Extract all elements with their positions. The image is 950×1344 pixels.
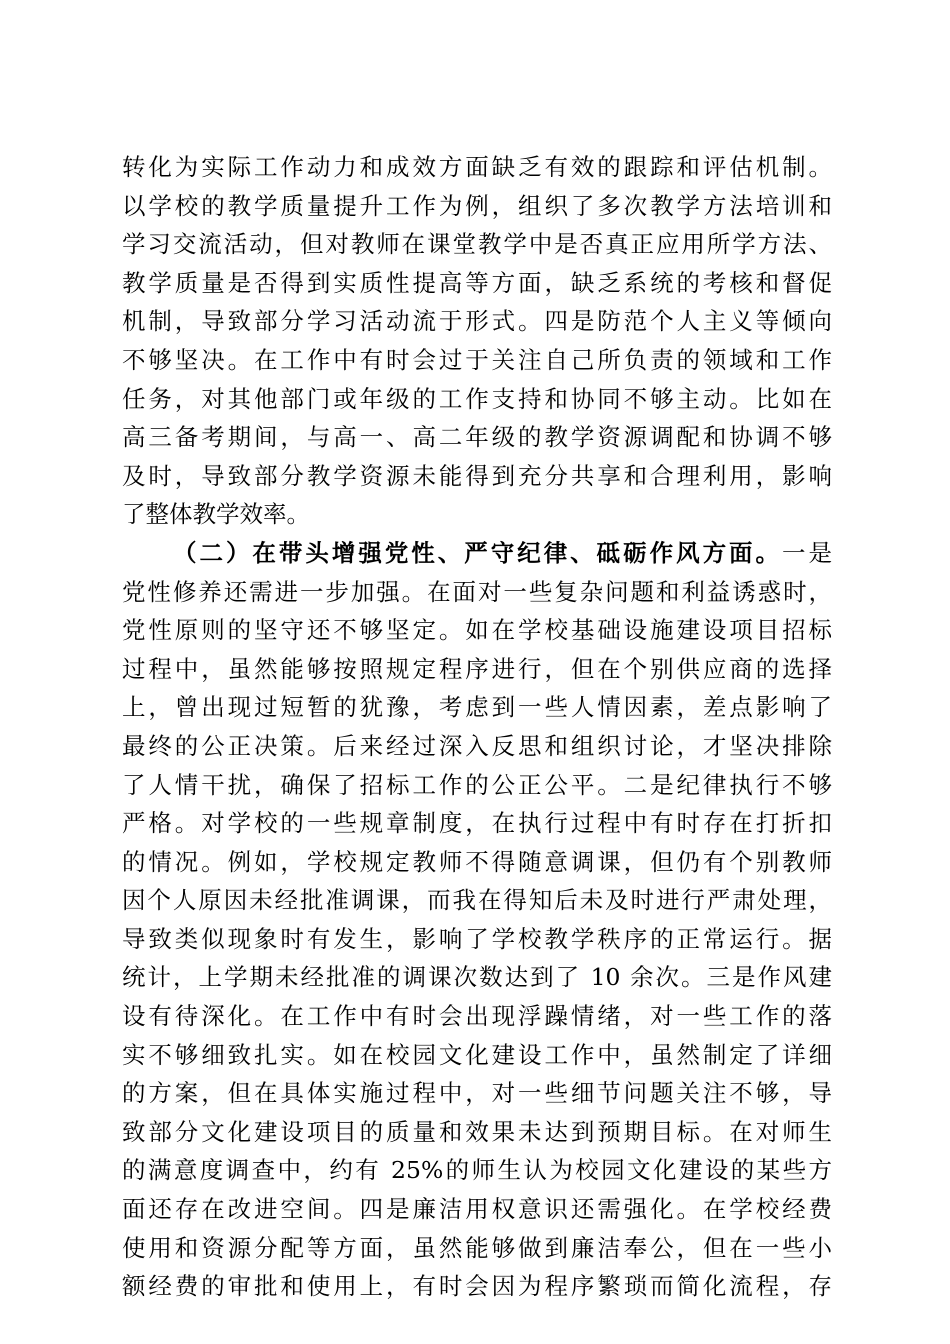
section-first-line-rest: 一是 bbox=[782, 538, 833, 567]
text-line: 学习交流活动，但对教师在课堂教学中是否真正应用所学方法、 bbox=[122, 230, 832, 259]
text-line: 设有待深化。在工作中有时会出现浮躁情绪，对一些工作的落 bbox=[122, 1002, 832, 1031]
text-line: 以学校的教学质量提升工作为例，组织了多次教学方法培训和 bbox=[122, 191, 832, 220]
text-line: 的满意度调查中，约有 25%的师生认为校园文化建设的某些方 bbox=[122, 1156, 832, 1185]
text-line: 不够坚决。在工作中有时会过于关注自己所负责的领域和工作 bbox=[122, 345, 832, 374]
section-heading-line bbox=[122, 534, 832, 573]
text-line: 的情况。例如，学校规定教师不得随意调课，但仍有个别教师 bbox=[122, 847, 832, 876]
text-line: 因个人原因未经批准调课，而我在得知后未及时进行严肃处理， bbox=[122, 886, 832, 915]
text-line: 教学质量是否得到实质性提高等方面，缺乏系统的考核和督促 bbox=[122, 268, 832, 297]
text-line: 面还存在改进空间。四是廉洁用权意识还需强化。在学校经费 bbox=[122, 1195, 832, 1224]
text-line: 最终的公正决策。后来经过深入反思和组织讨论，才坚决排除 bbox=[122, 731, 832, 760]
text-line: 机制，导致部分学习活动流于形式。四是防范个人主义等倾向 bbox=[122, 307, 832, 336]
text-line: 的方案，但在具体实施过程中，对一些细节问题关注不够，导 bbox=[122, 1079, 832, 1108]
text-line: 上，曾出现过短暂的犹豫，考虑到一些人情因素，差点影响了 bbox=[122, 693, 832, 722]
text-line: 转化为实际工作动力和成效方面缺乏有效的跟踪和评估机制。 bbox=[122, 153, 832, 181]
text-line: 统计，上学期未经批准的调课次数达到了 10 余次。三是作风建 bbox=[122, 963, 832, 992]
body-text bbox=[122, 148, 832, 1306]
text-line: 致部分文化建设项目的质量和效果未达到预期目标。在对师生 bbox=[122, 1117, 832, 1146]
text-line: 高三备考期间，与高一、高二年级的教学资源调配和协调不够 bbox=[122, 423, 832, 452]
text-line: 了人情干扰，确保了招标工作的公正公平。二是纪律执行不够 bbox=[122, 770, 832, 799]
text-line: 额经费的审批和使用上，有时会因为程序繁琐而简化流程，存 bbox=[122, 1272, 832, 1301]
text-line: 导致类似现象时有发生，影响了学校教学秩序的正常运行。据 bbox=[122, 924, 832, 953]
text-line: 任务，对其他部门或年级的工作支持和协同不够主动。比如在 bbox=[122, 384, 832, 413]
text-line: 党性修养还需进一步加强。在面对一些复杂问题和利益诱惑时， bbox=[122, 577, 832, 606]
text-line: 使用和资源分配等方面，虽然能够做到廉洁奉公，但在一些小 bbox=[122, 1233, 832, 1262]
text-line: 过程中，虽然能够按照规定程序进行，但在个别供应商的选择 bbox=[122, 654, 832, 683]
text-line: 严格。对学校的一些规章制度，在执行过程中有时存在打折扣 bbox=[122, 809, 832, 838]
text-line: 党性原则的坚守还不够坚定。如在学校基础设施建设项目招标 bbox=[122, 616, 832, 645]
text-line: 实不够细致扎实。如在校园文化建设工作中，虽然制定了详细 bbox=[122, 1040, 832, 1069]
section-heading: （二）在带头增强党性、严守纪律、砥砺作风方面。 bbox=[170, 538, 783, 567]
text-line: 了整体教学效率。 bbox=[122, 500, 310, 529]
text-line: 及时，导致部分教学资源未能得到充分共享和合理利用，影响 bbox=[122, 461, 832, 490]
